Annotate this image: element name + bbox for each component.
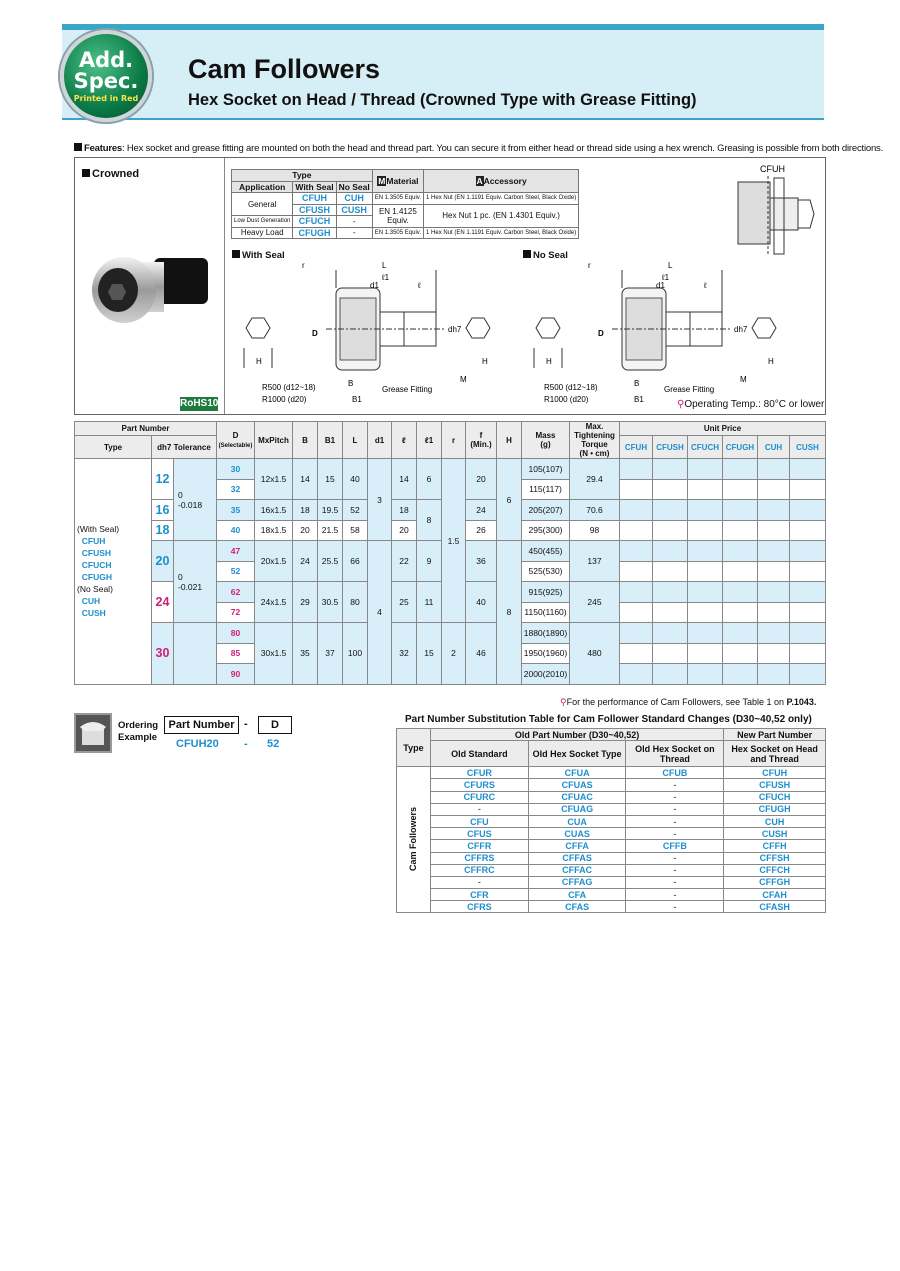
d-cell: 20 [152,541,174,582]
phone-icon [74,713,112,753]
ordering-value-d: 52 [267,738,280,750]
table-row [397,840,826,852]
substitution-cell: - [626,864,724,876]
th-new-part: New Part Number [724,729,826,741]
accessory-cell: Hex Nut 1 pc. (EN 1.4301 Equiv.) [424,204,579,227]
type-cell: - [336,227,372,239]
th-b: B [293,422,318,459]
substitution-cell: CFUGH [724,803,826,815]
app-heavy-load: Heavy Load [232,227,293,239]
table-row [397,803,826,815]
substitution-cell: - [626,901,724,913]
substitution-cell: CFUAS [528,779,626,791]
svg-text:H: H [768,357,774,366]
app-general: General [232,193,293,216]
svg-text:B1: B1 [634,395,644,404]
svg-text:L: L [382,261,387,270]
type-cell: - [336,216,372,228]
th-ell: ℓ [392,422,417,459]
substitution-cell: CFA [528,889,626,901]
substitution-cell: CFUAG [528,803,626,815]
table-row [397,901,826,913]
table-row [397,876,826,888]
D-cell[interactable]: 47 [217,541,255,562]
substitution-cell: CUA [528,815,626,827]
type-cell: CFUCH [293,216,336,228]
substitution-cell: CFFR [430,840,528,852]
substitution-cell: CFUAC [528,791,626,803]
table-row [397,852,826,864]
substitution-cell: CFAH [724,889,826,901]
table-row [397,767,826,779]
th-old-hex-socket: Old Hex Socket Type [528,741,626,767]
substitution-cell: CFFRS [430,852,528,864]
substitution-cell: - [626,852,724,864]
d-cell: 30 [152,623,174,685]
substitution-cell: CFFRC [430,864,528,876]
page-title: Cam Followers [188,54,381,84]
svg-text:ℓ: ℓ [418,281,421,290]
svg-text:R500 (d12~18): R500 (d12~18) [262,383,316,392]
th-price-cfuh: CFUH [620,436,653,459]
accessory-cell: 1 Hex Nut (EN 1.1191 Equiv. Carbon Steel, Black Oxide) [424,193,579,205]
substitution-cell: CFUR [430,767,528,779]
th-with-seal: With Seal [293,181,336,193]
ordering-d-box: D [258,716,292,734]
table-row [397,828,826,840]
substitution-cell: CFUB [626,767,724,779]
d-cell: 16 [152,500,174,521]
features-text: Features: Hex socket and grease fitting are mounted on both the head and thread part. You can secure it from either head or thread side using a hex wrench. Greasing is possible from both directions. [74,143,883,154]
operating-temp: ⚲Operating Temp.: 80°C or lower [677,399,825,410]
th-type: Type [397,729,431,767]
product-photo [84,240,216,340]
th-unit-price: Unit Price [620,422,826,436]
tolerance-cell: 0 -0.021 [174,541,217,623]
svg-text:R1000 (d20): R1000 (d20) [544,395,589,404]
th-part-number: Part Number [75,422,217,436]
svg-text:B: B [348,379,354,388]
svg-text:Grease Fitting: Grease Fitting [664,385,715,394]
th-price-cuh: CUH [758,436,790,459]
D-cell[interactable]: 72 [217,602,255,623]
substitution-cell: CUAS [528,828,626,840]
type-cell: CUH [336,193,372,205]
substitution-table [396,728,826,913]
svg-text:R500 (d12~18): R500 (d12~18) [544,383,598,392]
th-new-hex-head-thread: Hex Socket on Head and Thread [724,741,826,767]
substitution-cell: CUSH [724,828,826,840]
add-spec-badge [60,30,152,122]
svg-text:L: L [668,261,673,270]
D-cell[interactable]: 32 [217,479,255,500]
svg-text:R1000 (d20): R1000 (d20) [262,395,307,404]
price-cell [620,459,653,480]
ordering-label: Ordering Example [118,720,159,743]
svg-text:r: r [588,261,591,270]
type-table [231,169,579,239]
accessory-cell: 1 Hex Nut (EN 1.1191 Equiv. Carbon Steel, Black Oxide) [424,227,579,239]
substitution-cell: - [626,791,724,803]
material-cell: EN 1.3505 Equiv. [372,227,423,239]
svg-text:B: B [634,379,640,388]
D-cell[interactable]: 62 [217,582,255,603]
D-cell[interactable]: 35 [217,500,255,521]
svg-text:d1: d1 [656,281,665,290]
ordering-part-number-box: Part Number [164,716,239,734]
no-seal-drawing [526,258,798,408]
table-row [397,864,826,876]
material-cell: EN 1.4125 Equiv. [372,204,423,227]
svg-text:H: H [546,357,552,366]
badge-line1: Add. [78,47,134,72]
th-ell1: ℓ1 [417,422,442,459]
substitution-cell: - [626,889,724,901]
type-list: (With Seal) CFUH CFUSH CFUCH CFUGH (No Seal) CUH CUSH [75,459,152,685]
type-cell: CFUSH [293,204,336,216]
th-mxpitch: MxPitch [255,422,293,459]
d-cell: 18 [152,520,174,541]
substitution-cell: CFFCH [724,864,826,876]
svg-text:ℓ1: ℓ1 [382,273,390,282]
th-accessory: AAccessory [424,170,579,193]
th-type: Type [232,170,373,182]
th-price-cush: CUSH [790,436,826,459]
substitution-cell: CFUS [430,828,528,840]
th-price-cfuch: CFUCH [688,436,723,459]
page-ref-link[interactable]: P.1043. [786,697,817,707]
D-cell[interactable]: 52 [217,561,255,582]
substitution-cell: CFR [430,889,528,901]
th-application: Application [232,181,293,193]
spec-table: Part Number D (Selectable) MxPitch B B1 L d1 ℓ ℓ1 r f (Min.) H Mass (g) Max. Tightening Torque (N • cm) Unit Price Type dh7 Tolerance CFUH CFUSH CFUCH CFUGH CUH CUSH (With Seal) CFUH CFUSH CFUCH CFUGH (No Seal) CUH CUSH 12 0 -0.018 30 12x1.5 14 15 40 3 14 6 1.5 20 6 105(107) 29.4 32 115(117) 16 35 16x1.5 18 19.5 52 18 8 24 205(207) 70.6 18 40 18x1.5 20 21.5 58 20 26 295(300) 98 20 0 -0.021 47 20x1.5 24 25.5 66 4 22 9 36 8 450(455) 137 52 525(530) 24 62 24x1.5 29 30.5 80 25 11 40 915(925) 245 72 1150(1160) 30 80 30x1.5 35 37 100 32 15 2 46 1880(1890) 480 85 1950(1960) 90 2000(2010) [74,421,826,685]
app-low-dust: Low Dust Generation [232,216,293,228]
svg-text:D: D [312,329,318,338]
svg-text:H: H [482,357,488,366]
crowned-label: Crowned [82,168,139,180]
svg-text:D: D [598,329,604,338]
svg-text:Grease Fitting: Grease Fitting [382,385,433,394]
type-cell: CFUH [293,193,336,205]
D-cell[interactable]: 80 [217,623,255,644]
substitution-cell: - [626,828,724,840]
substitution-cell: CFFAS [528,852,626,864]
substitution-cell: - [626,876,724,888]
type-cell: CFUGH [293,227,336,239]
no-seal-label: No Seal [523,250,568,261]
substitution-cell: - [430,876,528,888]
ordering-dash: - [244,718,248,730]
svg-text:ℓ: ℓ [704,281,707,290]
material-cell: EN 1.3505 Equiv. [372,193,423,205]
th-l: L [343,422,368,459]
svg-text:dh7: dh7 [448,325,462,334]
substitution-cell: CFFAG [528,876,626,888]
badge-line2: Spec. [73,68,139,93]
with-seal-drawing [236,258,508,408]
substitution-cell: CFURS [430,779,528,791]
d-cell: 24 [152,582,174,623]
th-material: MMaterial [372,170,423,193]
th-h: H [497,422,522,459]
substitution-cell: CFUA [528,767,626,779]
svg-text:M: M [460,375,467,384]
th-price-cfush: CFUSH [653,436,688,459]
th-type: Type [75,436,152,459]
th-old-part: Old Part Number (D30~40,52) [430,729,723,741]
ordering-value-dash: - [244,738,248,750]
substitution-title: Part Number Substitution Table for Cam Follower Standard Changes (D30~40,52 only) [405,714,812,725]
substitution-cell: - [626,815,724,827]
substitution-cell: CFASH [724,901,826,913]
substitution-cell: CFFSH [724,852,826,864]
table-row [397,779,826,791]
svg-text:M: M [740,375,747,384]
substitution-cell: CFFGH [724,876,826,888]
substitution-cell: - [626,779,724,791]
substitution-cell: CFU [430,815,528,827]
substitution-cell: CFUH [724,767,826,779]
svg-text:ℓ1: ℓ1 [662,273,670,282]
badge-line3: Printed in Red [73,93,139,103]
th-r: r [442,422,466,459]
substitution-cell: CFFA [528,840,626,852]
substitution-cell: CFAS [528,901,626,913]
substitution-cell: CFRS [430,901,528,913]
with-seal-label: With Seal [232,250,285,261]
table-row [397,889,826,901]
panel-divider [224,158,225,414]
th-old-standard: Old Standard [430,741,528,767]
svg-text:d1: d1 [370,281,379,290]
type-cell: CUSH [336,204,372,216]
ordering-value-part: CFUH20 [176,738,219,750]
th-price-cfugh: CFUGH [723,436,758,459]
D-cell[interactable]: 40 [217,520,255,541]
substitution-cell: CFURC [430,791,528,803]
substitution-cell: - [626,803,724,815]
th-d1: d1 [368,422,392,459]
rohs-badge: RoHS10 [180,398,219,409]
svg-text:r: r [302,261,305,270]
substitution-cell: CFUCH [724,791,826,803]
D-cell[interactable]: 30 [217,459,255,480]
D-cell[interactable]: 85 [217,643,255,664]
cfuh-label: CFUH [760,164,785,174]
svg-text:B1: B1 [352,395,362,404]
table-row [397,815,826,827]
cfuh-install-drawing [726,160,822,256]
svg-text:H: H [256,357,262,366]
th-old-hex-thread: Old Hex Socket on Thread [626,741,724,767]
type-label: Cam Followers [397,767,431,913]
table-row [397,791,826,803]
th-no-seal: No Seal [336,181,372,193]
substitution-cell: CUH [724,815,826,827]
th-b1: B1 [318,422,343,459]
performance-note: ⚲For the performance of Cam Followers, see Table 1 on P.1043. [560,697,817,707]
substitution-cell: CFFAC [528,864,626,876]
d-cell: 12 [152,459,174,500]
tolerance-cell: 0 -0.018 [174,459,217,541]
svg-text:dh7: dh7 [734,325,748,334]
substitution-cell: CFFH [724,840,826,852]
substitution-cell: CFUSH [724,779,826,791]
D-cell[interactable]: 90 [217,664,255,685]
substitution-cell: CFFB [626,840,724,852]
page-subtitle: Hex Socket on Head / Thread (Crowned Type with Grease Fitting) [188,91,697,109]
substitution-cell: - [430,803,528,815]
